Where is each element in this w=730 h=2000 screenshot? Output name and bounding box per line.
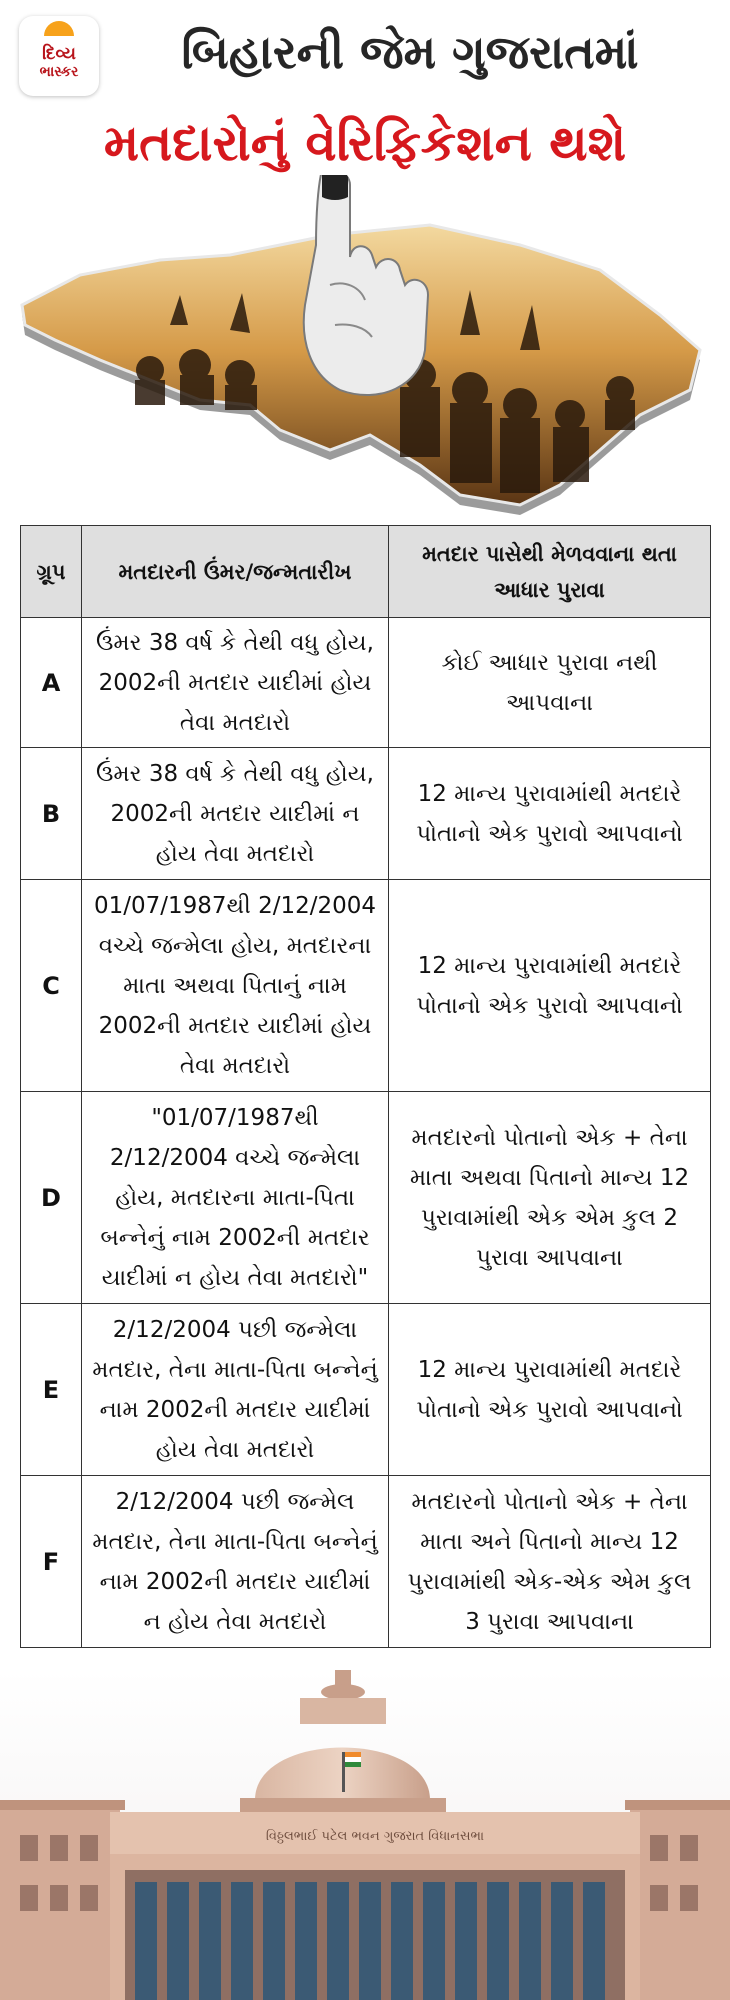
headline-line1: બિહારની જેમ ગુજરાતમાં — [181, 25, 639, 79]
proof-cell: 12 માન્ય પુરાવામાંથી મતદારે પોતાનો એક પુરાવો આપવાનો — [389, 748, 711, 880]
proof-cell: કોઈ આધાર પુરાવા નથી આપવાના — [389, 618, 711, 748]
sun-icon — [44, 21, 74, 36]
group-cell: F — [21, 1476, 82, 1648]
headline-line2: મતદારોનું વેરિફિકેશન થશે — [103, 114, 627, 172]
table-row — [21, 1476, 711, 1648]
table-header-row — [21, 526, 711, 618]
group-cell: D — [21, 1092, 82, 1304]
age-cell: 2/12/2004 પછી જન્મેલા મતદાર, તેના માતા-પિતા બન્નેનું નામ 2002ની મતદાર યાદીમાં હોય તેવા મતદારો — [82, 1304, 389, 1476]
facade-windows — [125, 1870, 625, 2000]
table-row — [21, 1304, 711, 1476]
divya-bhaskar-logo — [19, 16, 99, 96]
group-cell: C — [21, 880, 82, 1092]
proof-cell: મતદારનો પોતાનો એક + તેના માતા અથવા પિતાનો માન્ય 12 પુરાવામાંથી એક એમ કુલ 2 પુરાવા આપવાના — [389, 1092, 711, 1304]
logo-text-line1: દિવ્ય — [42, 43, 76, 64]
table-row — [21, 748, 711, 880]
header-group: ગ્રૂપ — [21, 526, 82, 618]
vidhan-sabha-building-illustration — [0, 1670, 730, 2000]
header-proof: મતદાર પાસેથી મેળવવાના થતા આધાર પુરાવા — [389, 526, 711, 618]
voting-finger-icon — [304, 175, 428, 395]
gujarat-map-illustration — [0, 175, 730, 515]
age-cell: "01/07/1987થી 2/12/2004 વચ્ચે જન્મેલા હોય, મતદારના માતા-પિતા બન્નેનું નામ 2002ની મતદાર યાદીમાં ન હોય તેવા મતદારો" — [82, 1092, 389, 1304]
proof-cell: 12 માન્ય પુરાવામાંથી મતદારે પોતાનો એક પુરાવો આપવાનો — [389, 1304, 711, 1476]
table-row — [21, 880, 711, 1092]
age-cell: ઉંમર 38 વર્ષ કે તેથી વધુ હોય, 2002ની મતદાર યાદીમાં ન હોય તેવા મતદારો — [82, 748, 389, 880]
table-row — [21, 1092, 711, 1304]
logo-text-line2: ભાસ્કર — [39, 63, 79, 80]
header-age: મતદારની ઉંમર/જન્મતારીખ — [82, 526, 389, 618]
group-cell: A — [21, 618, 82, 748]
age-cell: 2/12/2004 પછી જન્મેલ મતદાર, તેના માતા-પિતા બન્નેનું નામ 2002ની મતદાર યાદીમાં ન હોય તેવા મતદારો — [82, 1476, 389, 1648]
group-cell: E — [21, 1304, 82, 1476]
proof-cell: મતદારનો પોતાનો એક + તેના માતા અને પિતાનો માન્ય 12 પુરાવામાંથી એક-એક એમ કુલ 3 પુરાવા આપવાના — [389, 1476, 711, 1648]
age-cell: ઉંમર 38 વર્ષ કે તેથી વધુ હોય, 2002ની મતદાર યાદીમાં હોય તેવા મતદારો — [82, 618, 389, 748]
building-sign: વિઠ્ઠલભાઈ પટેલ ભવન ગુજરાત વિધાનસભા — [265, 1829, 485, 1844]
age-cell: 01/07/1987થી 2/12/2004 વચ્ચે જન્મેલા હોય, મતદારના માતા અથવા પિતાનું નામ 2002ની મતદાર યાદીમાં હોય તેવા મતદારો — [82, 880, 389, 1092]
proof-cell: 12 માન્ય પુરાવામાંથી મતદારે પોતાનો એક પુરાવો આપવાનો — [389, 880, 711, 1092]
voter-verification-table — [20, 525, 711, 1648]
table-row — [21, 618, 711, 748]
group-cell: B — [21, 748, 82, 880]
